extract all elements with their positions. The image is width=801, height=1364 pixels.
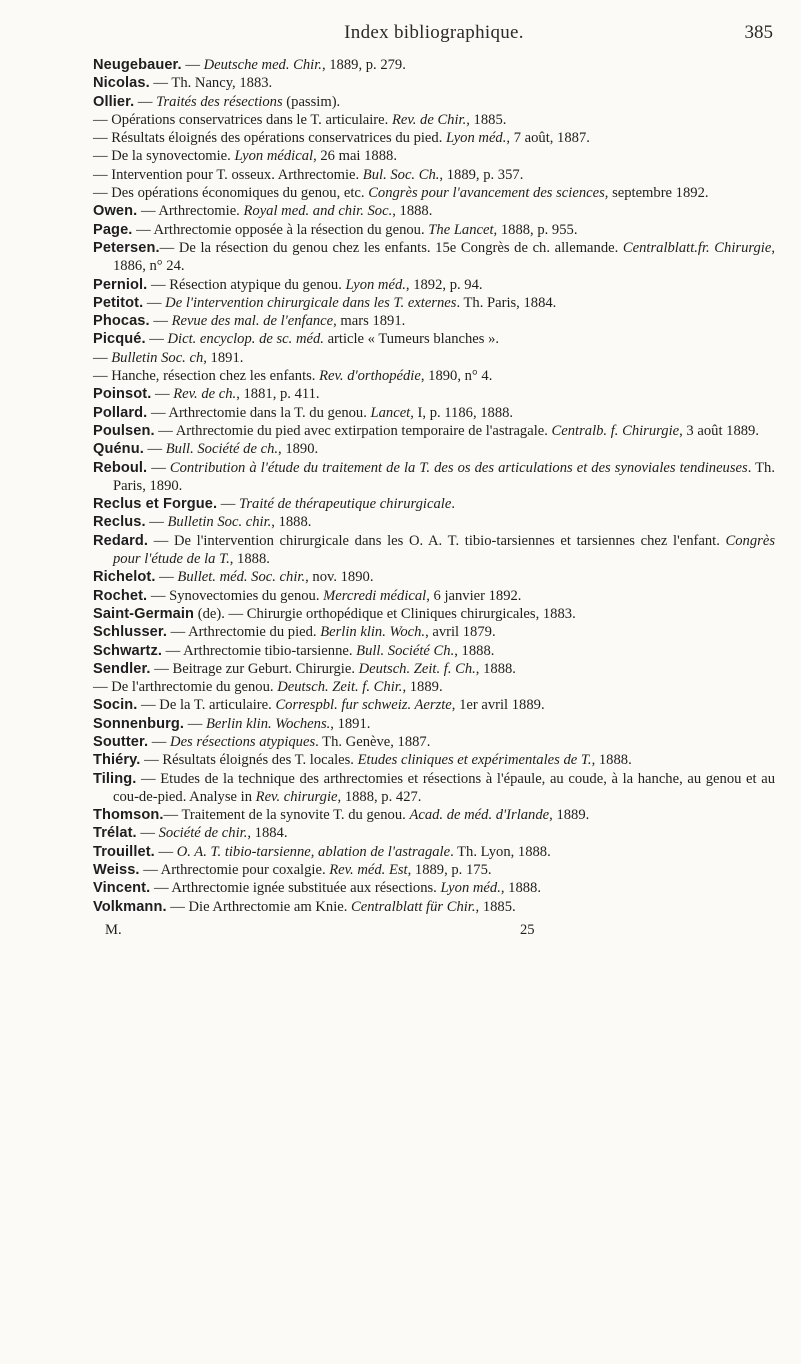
bibliography-entry (93, 367, 775, 385)
entry-text: , 1888, p. 427. (337, 788, 422, 805)
entry-text: , 1891. (330, 715, 371, 732)
entry-author: Quénu. (93, 441, 144, 458)
entry-text: — (181, 57, 204, 73)
bibliography-entry (93, 623, 775, 641)
entry-text: — (134, 93, 157, 110)
entry-source-title: Centralb. f. Chirurgie (551, 422, 680, 439)
entry-text: . Th. Lyon, 1888. (450, 843, 551, 860)
bibliography-entry (93, 166, 775, 184)
entry-source-title: Centralblatt für Chir. (351, 898, 476, 915)
entry-author: Ollier. (93, 93, 135, 110)
entry-text: — Arthrectomie du pied avec extirpation temporaire de l'astragale. (154, 422, 552, 439)
entry-text: — (154, 843, 177, 860)
entry-text: — De l'intervention chirurgicale dans les O. A. T. tibio-tarsiennes et tarsiennes chez l'enfant. (148, 532, 726, 549)
entry-text: . Th. Paris, 1884. (456, 294, 557, 311)
bibliography-entry (93, 459, 775, 496)
entry-author: Reboul. (93, 459, 148, 476)
entry-source-title: Bulletin Soc. ch (111, 349, 204, 366)
entry-text: — Résultats éloignés des T. locales. (140, 752, 358, 769)
bibliography-entry (93, 129, 775, 147)
entry-text: — (145, 514, 168, 531)
entry-source-title: Bul. Soc. Ch. (362, 166, 440, 183)
entry-text: — De la synovectomie. (93, 148, 235, 165)
entry-text: , 1888, p. 955. (493, 221, 578, 238)
entry-text: , 1881, p. 411. (236, 386, 320, 403)
bibliography-entry (93, 824, 775, 842)
entry-text: , 1888. (229, 551, 270, 568)
entry-text: — Des opérations économiques du genou, etc. (93, 185, 369, 202)
bibliography-entry (93, 861, 775, 879)
bibliography-entry (93, 898, 775, 916)
entry-source-title: Revue des mal. de l'enfance (171, 313, 334, 330)
bibliography-entry (93, 221, 775, 239)
entry-source-title: Rev. de Chir. (391, 111, 467, 128)
page-title: Index bibliographique. (344, 22, 524, 43)
entry-author: Owen. (93, 203, 138, 220)
bibliography-list (93, 56, 775, 916)
signature-number: 25 (520, 921, 535, 938)
entry-text: — (147, 459, 170, 476)
entry-text: , 1892, p. 94. (405, 276, 483, 293)
entry-text: — Résultats éloignés des opérations conservatrices du pied. (93, 130, 447, 147)
entry-source-title: Bulletin Soc. chir. (167, 514, 272, 531)
bibliography-entry (93, 642, 775, 660)
bibliography-entry (93, 733, 775, 751)
bibliography-entry (93, 349, 775, 367)
entry-author: Socin. (93, 697, 138, 714)
entry-author: Phocas. (93, 313, 150, 330)
entry-source-title: Acad. de méd. d'Irlande (409, 807, 550, 824)
entry-author: Picqué. (93, 331, 146, 348)
entry-text: — (143, 294, 166, 311)
entry-source-title: O. A. T. tibio-tarsienne, ablation de l'astragale (176, 843, 451, 860)
bibliography-entry (93, 440, 775, 458)
entry-text: — Arthrectomie opposée à la résection du genou. (132, 221, 429, 238)
entry-author: Tiling. (93, 770, 137, 787)
entry-author: Schlusser. (93, 624, 168, 641)
entry-text: — Die Arthrectomie am Knie. (166, 898, 352, 915)
entry-text: — Arthrectomie ignée substituée aux résections. (150, 880, 441, 897)
bibliography-entry (93, 184, 775, 202)
bibliography-entry (93, 751, 775, 769)
bibliography-entry (93, 843, 775, 861)
entry-author: Soutter. (93, 733, 149, 750)
bibliography-entry (93, 74, 775, 92)
entry-author: Schwartz. (93, 642, 163, 659)
entry-author: Rochet. (93, 587, 148, 604)
entry-source-title: Centralblatt.fr. Chirurgie (622, 239, 772, 256)
entry-text: , 1889, p. 357. (439, 166, 524, 183)
bibliography-entry (93, 330, 775, 348)
entry-text: , 6 janvier 1892. (426, 587, 522, 604)
entry-text: — Résection atypique du genou. (147, 276, 346, 293)
page-footer (93, 922, 775, 944)
entry-author: Trélat. (93, 825, 137, 842)
entry-source-title: Berlin klin. Woch. (320, 624, 426, 641)
entry-source-title: The Lancet (428, 221, 494, 238)
entry-text: — Arthrectomie dans la T. du genou. (147, 404, 371, 421)
entry-source-title: Congrès pour l'avancement des sciences (368, 185, 605, 202)
entry-text: , 1889. (402, 679, 443, 696)
entry-author: Pollard. (93, 404, 148, 421)
bibliography-entry (93, 202, 775, 220)
entry-text: , 1891. (203, 349, 244, 366)
entry-source-title: Bull. Société Ch. (356, 642, 455, 659)
entry-text: — Arthrectomie pour coxalgie. (139, 862, 330, 879)
entry-text: , avril 1879. (425, 624, 496, 641)
entry-source-title: Lancet (370, 404, 411, 421)
bibliography-entry (93, 404, 775, 422)
bibliography-entry (93, 56, 775, 74)
bibliography-entry (93, 806, 775, 824)
entry-text: , 1er avril 1889. (451, 697, 545, 714)
entry-author: Page. (93, 221, 133, 238)
entry-author: Reclus et Forgue. (93, 496, 218, 513)
entry-source-title: Société de chir. (158, 825, 248, 842)
entry-text: (de). — Chirurgie orthopédique et Cliniques chirurgicales, 1883. (194, 605, 576, 622)
page-number: 385 (744, 22, 773, 43)
bibliography-entry (93, 879, 775, 897)
entry-author: Saint-Germain (93, 605, 195, 622)
entry-text: — (155, 569, 178, 586)
entry-source-title: Etudes cliniques et expérimentales de T. (357, 752, 592, 769)
entry-text: , 1888. (500, 880, 541, 897)
entry-text: — De l'arthrectomie du genou. (93, 679, 278, 696)
entry-text: — De la T. articulaire. (137, 697, 276, 714)
entry-author: Perniol. (93, 276, 148, 293)
entry-author: Vincent. (93, 880, 151, 897)
entry-author: Weiss. (93, 862, 140, 879)
entry-text: — (143, 441, 166, 458)
entry-text: , I, p. 1186, 1888. (410, 404, 514, 421)
entry-text: — Etudes de la technique des arthrectomies et résections à l'épaule, au coude, à la hanche, au genou et au cou-de-pied. Analyse in (113, 770, 775, 805)
entry-text: , 1884. (247, 825, 288, 842)
entry-source-title: Congrès pour l'étude de la T. (113, 532, 775, 568)
bibliography-entry (93, 422, 775, 440)
entry-source-title: Berlin klin. Wochens. (205, 715, 331, 732)
entry-text: — De la résection du genou chez les enfants. 15e Congrès de ch. allemande. (159, 239, 623, 256)
entry-author: Richelot. (93, 569, 156, 586)
entry-author: Sonnenburg. (93, 715, 185, 732)
entry-author: Neugebauer. (93, 57, 182, 73)
entry-source-title: Rev. de ch. (173, 386, 237, 403)
entry-source-title: Contribution à l'étude du traitement de la T. des os des articulations et des synoviales tendineuses (169, 459, 748, 476)
bibliography-entry (93, 111, 775, 129)
entry-text: — Synovectomies du genou. (147, 587, 324, 604)
entry-author: Thomson. (93, 807, 164, 824)
entry-text: , 1888. (271, 514, 312, 531)
bibliography-entry (93, 696, 775, 714)
entry-source-title: Rev. méd. Est (329, 862, 408, 879)
entry-text: . (451, 496, 455, 513)
bibliography-entry (93, 715, 775, 733)
bibliography-entry (93, 587, 775, 605)
entry-text: , 1889, p. 175. (407, 862, 492, 879)
entry-text: , 1885. (466, 111, 507, 128)
bibliography-entry (93, 93, 775, 111)
entry-text: , 1885. (475, 898, 516, 915)
bibliography-entry (93, 495, 775, 513)
entry-text: — (149, 313, 172, 330)
running-head (93, 18, 775, 48)
entry-text: — (184, 715, 206, 732)
entry-text: — Arthrectomie. (137, 203, 244, 220)
entry-source-title: Deutsche med. Chir. (203, 57, 322, 73)
entry-source-title: Rev. chirurgie (255, 788, 338, 805)
entry-text: — (136, 825, 159, 842)
entry-source-title: Traités des résections (156, 93, 283, 110)
entry-text: — (148, 733, 171, 750)
entry-text: — Arthrectomie tibio-tarsienne. (162, 642, 357, 659)
entry-text: , septembre 1892. (604, 185, 709, 202)
entry-text: article « Tumeurs blanches ». (323, 331, 500, 348)
entry-author: Redard. (93, 532, 149, 549)
entry-text: — (151, 386, 174, 403)
bibliography-entry (93, 294, 775, 312)
entry-text: — Th. Nancy, 1883. (149, 75, 273, 92)
entry-source-title: Lyon méd. (440, 880, 501, 897)
entry-text: . Th. Paris, 1890. (113, 459, 775, 494)
entry-text: — Arthrectomie du pied. (167, 624, 321, 641)
entry-text: , 1889. (549, 807, 590, 824)
entry-author: Petersen. (93, 239, 160, 256)
bibliography-entry (93, 568, 775, 586)
entry-source-title: Royal med. and chir. Soc. (243, 203, 393, 220)
entry-source-title: Deutsch. Zeit. f. Chir. (277, 679, 403, 696)
entry-text: , 1888. (591, 752, 632, 769)
bibliography-entry (93, 513, 775, 531)
entry-source-title: Bullet. méd. Soc. chir. (177, 569, 306, 586)
entry-source-title: Des résections atypiques (170, 733, 316, 750)
entry-source-title: Dict. encyclop. de sc. méd. (167, 331, 324, 348)
entry-source-title: Lyon méd. (446, 130, 507, 147)
entry-text: , 26 mai 1888. (313, 148, 397, 165)
entry-text: — (93, 349, 112, 366)
entry-text: , 3 août 1889. (679, 422, 759, 439)
bibliography-entry (93, 678, 775, 696)
entry-author: Sendler. (93, 660, 151, 677)
entry-text: , 1888. (454, 642, 495, 659)
entry-text: , 1888. (475, 660, 516, 677)
entry-source-title: Lyon méd. (345, 276, 406, 293)
bibliography-entry (93, 770, 775, 807)
entry-source-title: Deutsch. Zeit. f. Ch. (358, 660, 476, 677)
entry-source-title: Lyon médical (234, 148, 314, 165)
entry-source-title: Correspbl. fur schweiz. Aerzte (275, 697, 452, 714)
entry-author: Poinsot. (93, 386, 152, 403)
bibliography-entry (93, 312, 775, 330)
entry-source-title: De l'intervention chirurgicale dans les T. externes (165, 294, 457, 311)
entry-text: — Intervention pour T. osseux. Arthrectomie. (93, 166, 363, 183)
bibliography-entry (93, 147, 775, 165)
entry-text: , 7 août, 1887. (506, 130, 590, 147)
entry-text: — Hanche, résection chez les enfants. (93, 368, 320, 385)
entry-text: , 1888. (392, 203, 433, 220)
entry-text: — (145, 331, 168, 348)
bibliography-entry (93, 276, 775, 294)
entry-source-title: Rev. d'orthopédie (319, 368, 421, 385)
entry-author: Thiéry. (93, 752, 141, 769)
entry-author: Poulsen. (93, 422, 155, 439)
entry-text: , 1890. (278, 441, 319, 458)
entry-text: . Th. Genève, 1887. (315, 733, 431, 750)
entry-source-title: Traité de thérapeutique chirurgicale (239, 496, 452, 513)
entry-text: — Traitement de la synovite T. du genou. (163, 807, 410, 824)
bibliography-entry (93, 532, 775, 569)
entry-text: , 1890, n° 4. (420, 368, 493, 385)
entry-text: , mars 1891. (333, 313, 406, 330)
entry-author: Volkmann. (93, 898, 167, 915)
entry-source-title: Mercredi médical (323, 587, 427, 604)
entry-text: (passim). (282, 93, 341, 110)
bibliography-entry (93, 605, 775, 623)
entry-text: , 1889, p. 279. (321, 57, 406, 73)
entry-author: Trouillet. (93, 843, 155, 860)
entry-text: , nov. 1890. (305, 569, 374, 586)
entry-author: Nicolas. (93, 75, 150, 92)
entry-text: — Opérations conservatrices dans le T. articulaire. (93, 111, 392, 128)
entry-text: , 1886, n° 24. (113, 239, 775, 275)
bibliography-entry (93, 660, 775, 678)
entry-text: — Beitrage zur Geburt. Chirurgie. (150, 660, 359, 677)
entry-text: — (217, 496, 240, 513)
entry-author: Reclus. (93, 514, 146, 531)
entry-author: Petitot. (93, 294, 144, 311)
signature-letter: M. (105, 921, 122, 938)
entry-source-title: Bull. Société de ch. (165, 441, 279, 458)
bibliography-entry (93, 239, 775, 276)
bibliography-entry (93, 385, 775, 403)
